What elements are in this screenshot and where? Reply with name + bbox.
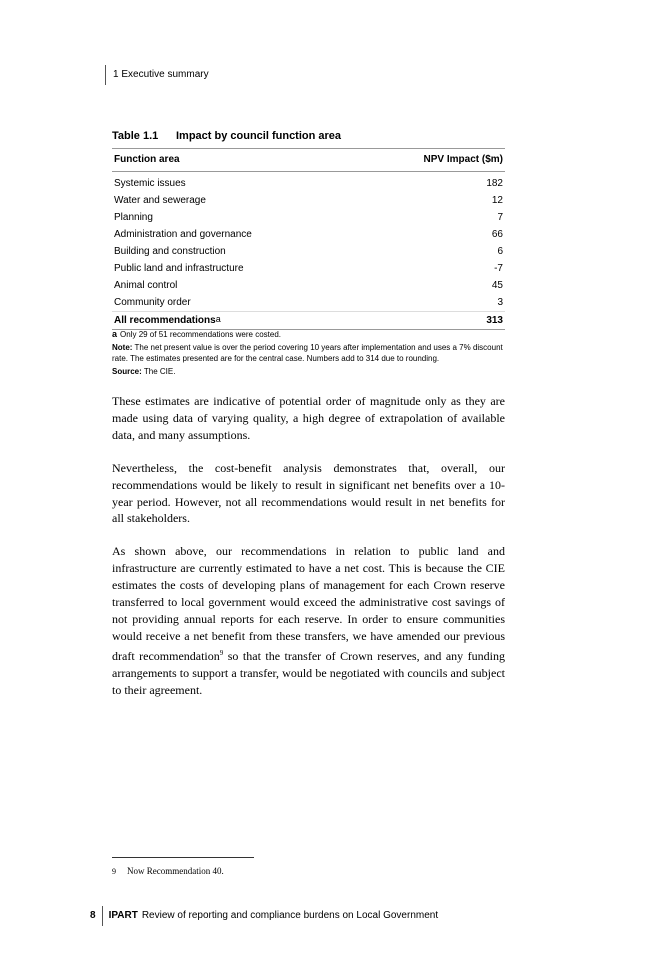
row-npv: 3 xyxy=(497,297,503,308)
table-caption xyxy=(112,130,341,142)
body-text xyxy=(112,393,505,715)
note-text: The net present value is over the period covering 10 years after implementation and uses a 7% discount rate. The estimates presented are for the central case. Numbers add to 314 due to rounding. xyxy=(112,343,503,363)
footer-divider xyxy=(102,906,103,926)
table-row xyxy=(112,294,505,311)
table-note xyxy=(112,342,505,364)
table-source xyxy=(112,366,505,377)
table-notes xyxy=(112,329,505,379)
row-npv: 12 xyxy=(491,195,503,206)
table-footnote-a xyxy=(112,329,505,340)
total-label: All recommendations xyxy=(114,315,216,326)
footnote-divider xyxy=(112,857,254,858)
row-npv: 45 xyxy=(491,280,503,291)
row-area: Building and construction xyxy=(114,246,226,257)
row-area: Water and sewerage xyxy=(114,195,206,206)
row-area: Community order xyxy=(114,297,191,308)
note-label: Note: xyxy=(112,343,133,352)
paragraph: Nevertheless, the cost-benefit analysis demonstrates that, overall, our recommendations would be likely to result in significant net benefits over a 10-year period. However, not all recommendations would result in net benefits for all stakeholders. xyxy=(112,460,505,526)
footer-title: Review of reporting and compliance burdens on Local Government xyxy=(141,910,439,921)
source-label: Source: xyxy=(112,367,142,376)
row-npv: 6 xyxy=(497,246,503,257)
table-row xyxy=(112,243,505,260)
col-npv-impact: NPV Impact ($m) xyxy=(423,154,503,165)
footer-brand: IPART xyxy=(108,910,138,921)
impact-table xyxy=(112,148,505,330)
page-number: 8 xyxy=(90,910,96,921)
row-area: Animal control xyxy=(114,280,178,291)
paragraph-part: so that the transfer of Crown reserves, and any funding arrangements to support a transfer, would be negotiated with councils and subject to their agreement. xyxy=(112,648,505,697)
table-title: Impact by council function area xyxy=(176,130,342,142)
table-header xyxy=(112,148,505,172)
row-area: Planning xyxy=(114,212,153,223)
table-total-row xyxy=(112,311,505,330)
row-npv: 182 xyxy=(486,178,503,189)
table-row xyxy=(112,192,505,209)
table-number: Table 1.1 xyxy=(112,130,159,142)
total-footnote-marker: a xyxy=(215,314,221,324)
paragraph-part: As shown above, our recommendations in relation to public land and infrastructure are currently estimated to have a net cost. This is because the CIE estimates the costs of developing plans of management for each Crown reserve transferred to local government would exceed the administrative cost savings of not providing annual reports for each reserve. In order to ensure communities would receive a net benefit from these transfers, we have amended our previous draft recommendation xyxy=(112,544,505,663)
row-area: Administration and governance xyxy=(114,229,252,240)
table-row xyxy=(112,175,505,192)
paragraph xyxy=(112,543,505,698)
col-function-area: Function area xyxy=(114,154,180,165)
row-area: Public land and infrastructure xyxy=(114,263,244,274)
running-head: 1 Executive summary xyxy=(105,65,209,85)
row-npv: 7 xyxy=(497,212,503,223)
footnote-marker: a xyxy=(112,329,118,339)
table-row xyxy=(112,260,505,277)
page-footnote xyxy=(112,866,224,876)
row-npv: 66 xyxy=(491,229,503,240)
row-npv: -7 xyxy=(494,263,503,274)
source-text: The CIE. xyxy=(143,367,176,376)
footnote-number: 9 xyxy=(112,867,116,876)
table-row xyxy=(112,226,505,243)
table-row xyxy=(112,209,505,226)
total-value: 313 xyxy=(486,315,503,326)
table-row xyxy=(112,277,505,294)
footnote-text: Now Recommendation 40. xyxy=(127,866,224,876)
page-footer xyxy=(90,906,438,926)
footnote-reference[interactable]: 9 xyxy=(219,648,224,657)
footnote-text: Only 29 of 51 recommendations were costed. xyxy=(120,330,281,339)
paragraph: These estimates are indicative of potential order of magnitude only as they are made using data of varying quality, a high degree of extrapolation of available data, and many assumptions. xyxy=(112,394,505,442)
row-area: Systemic issues xyxy=(114,178,186,189)
